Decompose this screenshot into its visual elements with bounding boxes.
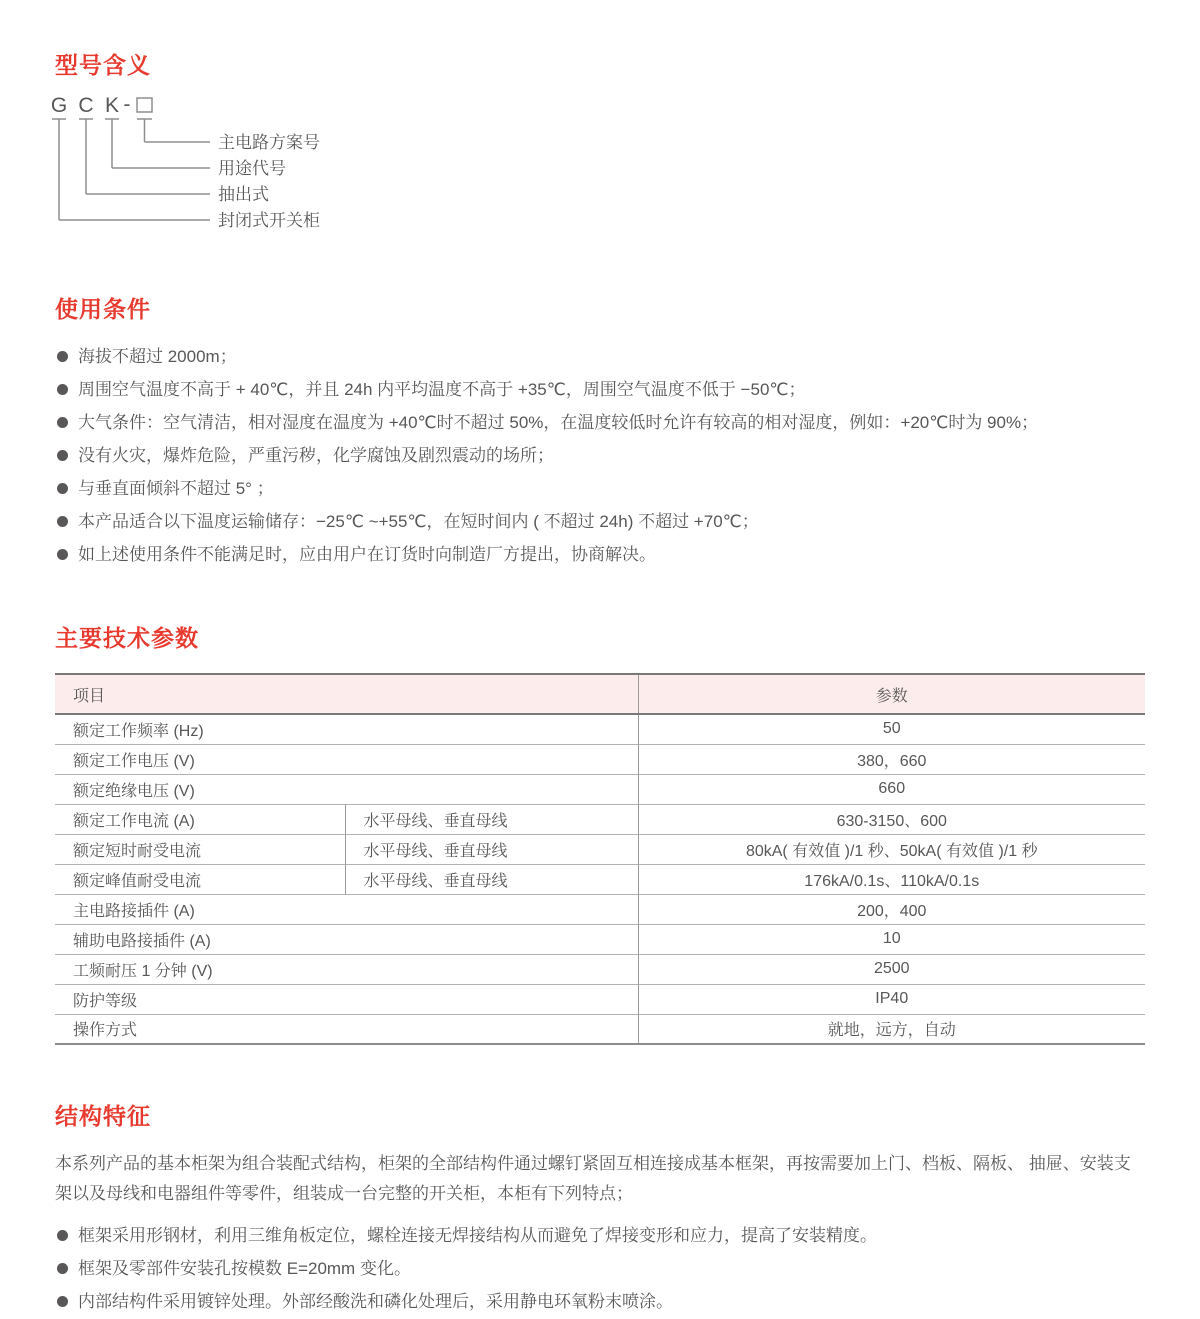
- usage-conditions-heading: 使用条件: [55, 296, 151, 322]
- bullet-text: 与垂直面倾斜不超过 5° ；: [78, 478, 274, 498]
- param-item-cell: 额定峰值耐受电流: [73, 872, 202, 890]
- table-row: [55, 834, 1145, 864]
- bullet-item: [55, 439, 1145, 472]
- code-letter-g: G: [50, 94, 68, 117]
- structure-features-heading: 结构特征: [55, 1103, 151, 1129]
- param-value-cell: 176kA/0.1s、110kA/0.1s: [638, 864, 1145, 894]
- bullet-dot-icon: [57, 516, 68, 527]
- param-value-cell: 630-3150、600: [638, 804, 1145, 834]
- label-purpose-code: 用途代号: [218, 159, 286, 178]
- table-row: [55, 1014, 1145, 1044]
- bullet-item: [55, 505, 1145, 538]
- bullet-item: [55, 1219, 1145, 1252]
- param-value-cell: 80kA( 有效值 )/1 秒、50kA( 有效值 )/1 秒: [638, 834, 1145, 864]
- model-meaning-heading: 型号含义: [55, 52, 151, 78]
- header-cell-param: 参数: [638, 674, 1145, 714]
- code-letter-c: C: [78, 94, 94, 117]
- parameters-table: [55, 673, 1145, 1045]
- code-dash: -: [123, 93, 131, 116]
- bullet-item: [55, 373, 1145, 406]
- param-item-cell: 防护等级: [73, 992, 138, 1010]
- bullet-text: 内部结构件采用镀锌处理。外部经酸洗和磷化处理后，采用静电环氧粉末喷涂。: [78, 1291, 673, 1311]
- table-row: [55, 894, 1145, 924]
- param-item-cell: 额定绝缘电压 (V): [73, 782, 195, 800]
- scheme-number-box-icon: [137, 98, 152, 112]
- param-value-cell: 10: [638, 924, 1145, 954]
- model-code-diagram: [47, 92, 1145, 242]
- parameters-table-header: [55, 674, 1145, 714]
- bullet-dot-icon: [57, 1263, 68, 1274]
- bullet-dot-icon: [57, 351, 68, 362]
- param-item-cell: 额定工作电压 (V): [73, 752, 195, 770]
- param-item-cell: 额定工作频率 (Hz): [73, 722, 204, 740]
- table-row: [55, 864, 1145, 894]
- param-item-cell: 额定短时耐受电流: [73, 842, 202, 860]
- code-letter-k: K: [104, 94, 120, 117]
- table-row: [55, 924, 1145, 954]
- parameters-table-body: [55, 714, 1145, 1044]
- label-enclosed-switchgear: 封闭式开关柜: [218, 211, 320, 230]
- usage-conditions-list: [55, 340, 1145, 571]
- param-value-cell: 660: [638, 774, 1145, 804]
- bullet-dot-icon: [57, 483, 68, 494]
- param-item-cell: 额定工作电流 (A): [73, 812, 195, 830]
- bullet-item: [55, 340, 1145, 373]
- bullet-dot-icon: [57, 417, 68, 428]
- header-cell-item: 项目: [73, 687, 106, 705]
- bullet-text: 本产品适合以下温度运输储存：−25℃ ~+55℃，在短时间内 ( 不超过 24h) 不超过 +70℃；: [78, 511, 759, 531]
- bullet-dot-icon: [57, 549, 68, 560]
- param-item-cell: 主电路接插件 (A): [73, 902, 195, 920]
- bullet-text: 框架及零部件安装孔按模数 E=20mm 变化。: [78, 1258, 411, 1278]
- table-row: [55, 744, 1145, 774]
- label-main-circuit-scheme: 主电路方案号: [218, 133, 320, 152]
- bullet-item: [55, 1285, 1145, 1318]
- param-busbar-cell: 水平母线、垂直母线: [345, 864, 638, 894]
- bullet-item: [55, 406, 1145, 439]
- param-value-cell: 200，400: [638, 894, 1145, 924]
- label-withdrawable-type: 抽出式: [218, 185, 269, 204]
- param-item-cell: 操作方式: [73, 1022, 138, 1040]
- table-row: [55, 804, 1145, 834]
- structure-features-list: [55, 1219, 1145, 1318]
- bullet-dot-icon: [57, 1230, 68, 1241]
- bullet-text: 大气条件：空气清洁，相对湿度在温度为 +40℃时不超过 50%，在温度较低时允许有较高的相对湿度，例如：+20℃时为 90%；: [78, 412, 1039, 432]
- table-row: [55, 714, 1145, 744]
- bullet-dot-icon: [57, 1296, 68, 1307]
- param-busbar-cell: 水平母线、垂直母线: [345, 834, 638, 864]
- structure-features-paragraph: 本系列产品的基本柜架为组合装配式结构，柜架的全部结构件通过螺钉紧固互相连接成基本框架，再按需要加上门、档板、隔板、 抽屉、安装支架以及母线和电器组件等零件，组装成一台完整的开关柜，本柜有下列特点；: [55, 1154, 1131, 1203]
- model-code-diagram-svg: [47, 92, 607, 242]
- bullet-item: [55, 538, 1145, 571]
- param-value-cell: 380，660: [638, 744, 1145, 774]
- param-busbar-cell: 水平母线、垂直母线: [345, 804, 638, 834]
- bullet-dot-icon: [57, 384, 68, 395]
- bullet-text: 框架采用形钢材，利用三维角板定位，螺栓连接无焊接结构从而避免了焊接变形和应力，提高了安装精度。: [78, 1225, 877, 1245]
- param-item-cell: 工频耐压 1 分钟 (V): [73, 962, 213, 980]
- bullet-text: 如上述使用条件不能满足时，应由用户在订货时向制造厂方提出，协商解决。: [78, 544, 656, 564]
- bullet-text: 海拔不超过 2000m；: [78, 346, 237, 366]
- param-value-cell: 50: [638, 714, 1145, 744]
- param-value-cell: 就地，远方，自动: [638, 1014, 1145, 1044]
- table-row: [55, 984, 1145, 1014]
- bullet-item: [55, 472, 1145, 505]
- bullet-text: 没有火灾，爆炸危险，严重污秽，化学腐蚀及剧烈震动的场所；: [78, 445, 554, 465]
- table-row: [55, 954, 1145, 984]
- param-value-cell: IP40: [638, 984, 1145, 1014]
- table-row: [55, 774, 1145, 804]
- table-header-row: [55, 674, 1145, 714]
- param-value-cell: 2500: [638, 954, 1145, 984]
- bullet-text: 周围空气温度不高于 + 40℃，并且 24h 内平均温度不高于 +35℃，周围空气温度不低于 −50℃；: [78, 379, 806, 399]
- bullet-item: [55, 1252, 1145, 1285]
- bullet-dot-icon: [57, 450, 68, 461]
- param-item-cell: 辅助电路接插件 (A): [73, 932, 211, 950]
- technical-parameters-heading: 主要技术参数: [55, 625, 199, 651]
